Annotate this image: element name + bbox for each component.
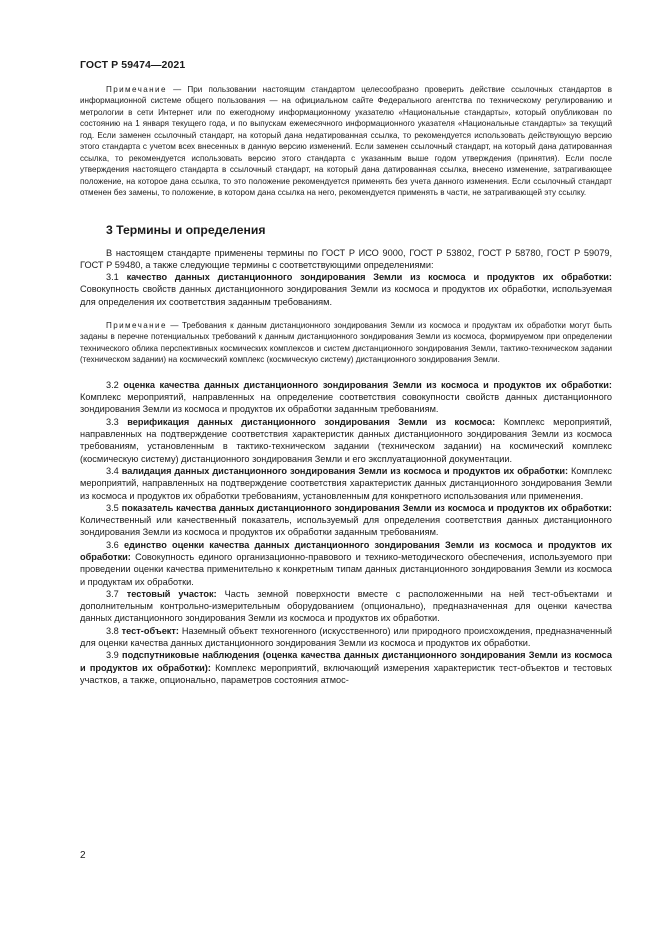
term-definition: Часть земной поверхности вместе с расположенными на ней тест-объектами и дополнительным контрольно-измерительным оборудованием (опционально), предназначенная для оценки качества данных дистанционного зондирования Земли из космоса и продуктов их обработки. <box>80 588 612 624</box>
term-name: показатель качества данных дистанционного зондирования Земли из космоса и продуктов их обработки: <box>121 502 612 513</box>
term-item <box>80 539 612 588</box>
term-number: 3.1 <box>106 272 119 283</box>
term-item <box>80 379 612 416</box>
term-definition: Комплекс мероприятий, направленных на подтверждение соответствия характеристик данных дистанционного зондирования Земли из космоса требованиям, установленным в тактико-техническом задании (техническом задании) на космический комплекс (космическую систему) дистанционного зондирования Земли и его эксплуатационной документации. <box>80 416 612 464</box>
term-item <box>80 465 612 502</box>
section-title: 3 Термины и определения <box>106 222 266 237</box>
term-name: тест-объект: <box>121 625 179 636</box>
term-item <box>80 416 612 465</box>
note-dash: — <box>166 321 182 331</box>
note-dash: — <box>166 85 188 94</box>
term-name: качество данных дистанционного зондирования Земли из космоса и продуктов их обработки: <box>126 272 612 283</box>
term-note <box>80 320 612 366</box>
term-name: валидация данных дистанционного зондирования Земли из космоса и продуктов их обработки: <box>121 465 569 476</box>
term-definition: Комплекс мероприятий, направленных на подтверждение соответствия характеристик данных дистанционного зондирования Земли из космоса и продуктов их обработки требованиям, установленным для конкретного использования или применения. <box>80 465 612 501</box>
term-name: верификация данных дистанционного зондирования Земли из космоса: <box>127 416 496 427</box>
reference-note <box>80 84 612 199</box>
note-text: При пользовании настоящим стандартом целесообразно проверить действие ссылочных стандартов в информационной системе общего пользования — на официальном сайте Федерального агентства по техническому регулированию и метрологии в сети Интернет или по ежегодному информационному указателю «Национальные стандарты», который опубликован по состоянию на 1 января текущего года, и по выпускам ежемесячного информационного указателя «Национальные стандарты» за текущий год. Если заменен ссылочный стандарт, на который дана недатированная ссылка, то рекомендуется использовать действующую версию этого стандарта с учетом всех внесенных в данную версию изменений. Если заменен ссылочный стандарт, на который дана датированная ссылка, то рекомендуется использовать версию этого стандарта с указанным выше годом утверждения (принятия). Если после утверждения настоящего стандарта в ссылочный стандарт, на который дана датированная ссылка, внесено изменение, затрагивающее положение, на которое дана ссылка, то это положение рекомендуется применять без учета данного изменения. Если ссылочный стандарт отменен без замены, то положение, в котором дана ссылка на него, рекомендуется применять в части, не затрагивающей эту ссылку. <box>80 85 612 198</box>
term-list <box>80 379 612 686</box>
term-name: оценка качества данных дистанционного зондирования Земли из космоса и продуктов их обработки: <box>123 379 612 390</box>
term-item <box>80 502 612 539</box>
term-item <box>80 625 612 650</box>
term-number: 3.9 <box>106 650 119 661</box>
term-name: единство оценки качества данных дистанционного зондирования Земли из космоса и продуктов их обработки: <box>80 539 612 562</box>
term-item <box>80 649 612 686</box>
note-text: Требования к данным дистанционного зондирования Земли из космоса и продуктам их обработки могут быть заданы в перечне потенциальных требований к данным дистанционного зондирования Земли из космоса, формируемом при определении технического облика перспективных космических комплексов и систем дистанционного зондирования Земли, тактико-техническом задании (техническом задании) на космический комплекс (космическую систему) дистанционного зондирования Земли. <box>80 321 612 365</box>
term-definition: Наземный объект техногенного (искусственного) или природного происхождения, предназначенный для оценки качества данных дистанционного зондирования Земли из космоса и продуктов их обработки. <box>80 625 612 649</box>
note-label: Примечание <box>106 85 167 94</box>
term-item-3-1 <box>80 271 612 308</box>
term-number: 3.8 <box>106 625 119 636</box>
term-definition: Совокупность свойств данных дистанционного зондирования Земли из космоса и продуктов их обработки, используемая для определения их соответствия заданным требованиям. <box>80 284 612 307</box>
term-number: 3.2 <box>106 379 119 390</box>
note-label: Примечание <box>106 321 167 331</box>
term-definition: Комплекс мероприятий, направленных на определение соответствия совокупности свойств данных дистанционного зондирования Земли из космоса и продуктов их обработки заданным требованиям. <box>80 392 612 415</box>
term-number: 3.7 <box>106 588 119 599</box>
section-intro: В настоящем стандарте применены термины по ГОСТ Р ИСО 9000, ГОСТ Р 53802, ГОСТ Р 58780, ГОСТ Р 59079, ГОСТ Р 59480, а также следующие термины с соответствующими определениями: <box>80 247 612 270</box>
term-item <box>80 588 612 625</box>
term-name: тестовый участок: <box>126 588 217 599</box>
page-content <box>80 84 612 686</box>
term-number: 3.6 <box>106 539 119 550</box>
term-number: 3.4 <box>106 465 119 476</box>
term-number: 3.5 <box>106 502 119 513</box>
term-name: подспутниковые наблюдения (оценка качества данных дистанционного зондирования Земли из космоса и продуктов их обработки): <box>80 650 612 673</box>
term-number: 3.3 <box>106 416 119 427</box>
doc-header: ГОСТ Р 59474—2021 <box>80 59 186 71</box>
term-definition: Количественный или качественный показатель, используемый для определения соответствия данных дистанционного зондирования Земли из космоса и продуктов их обработки заданным требованиям. <box>80 515 612 538</box>
term-definition: Совокупность единого организационно-правового и технико-методического обеспечения, используемого при проведении оценки качества применительно к конкретным типам данных дистанционного зондирования Земли из космоса и продуктам их обработки. <box>80 551 612 587</box>
page-number: 2 <box>80 850 86 861</box>
term-definition: Комплекс мероприятий, включающий измерения характеристик тест-объектов и тестовых участков, а также, опционально, параметров состояния атмос- <box>80 662 612 685</box>
